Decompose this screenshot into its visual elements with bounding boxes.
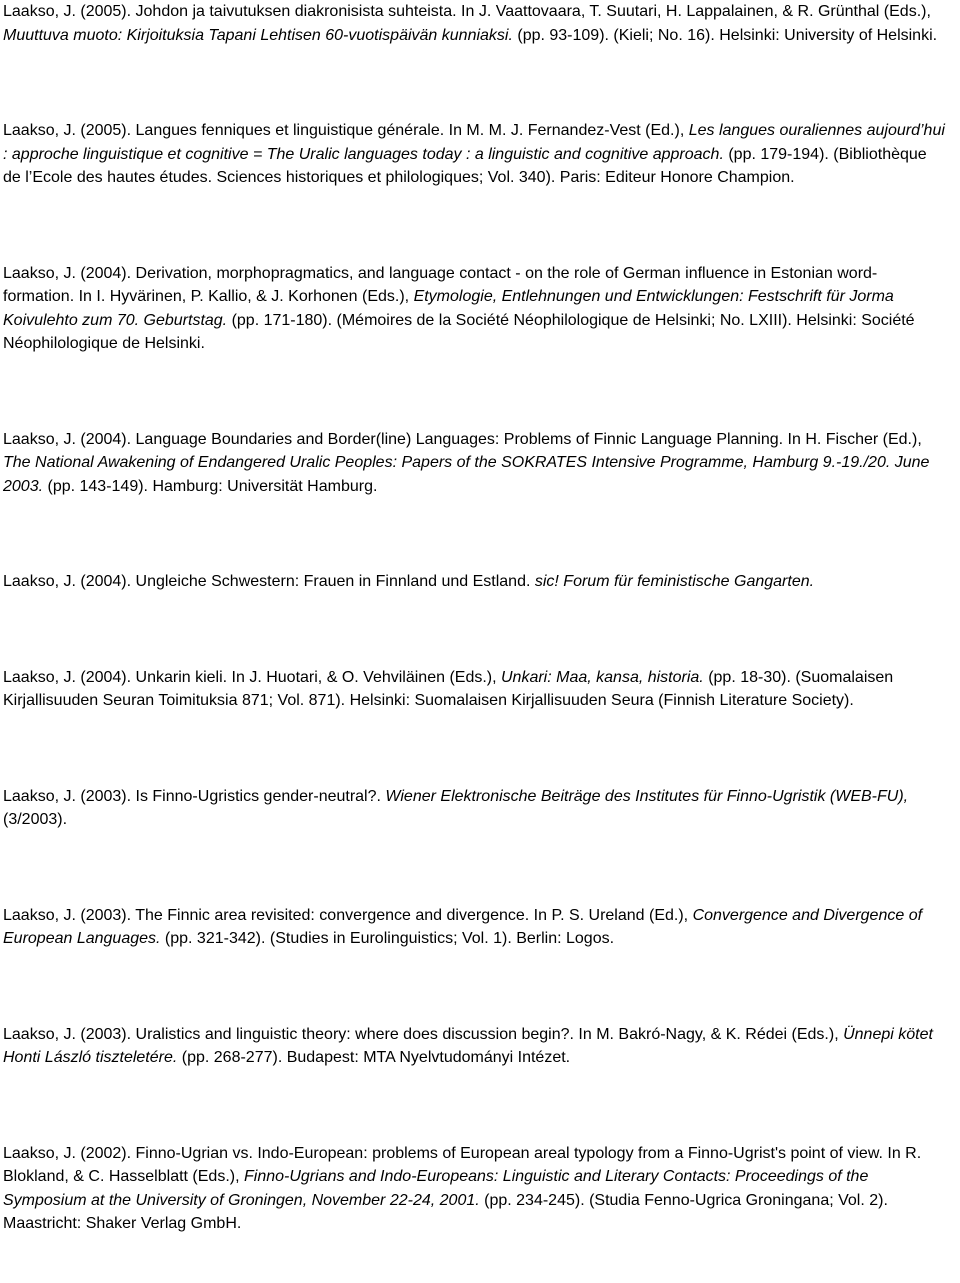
publication-entry xyxy=(3,1023,948,1070)
entry-title: Etymologie, Entlehnungen und Entwicklungen: Festschrift für Jorma Koivulehto zum 70. Geburtstag. xyxy=(3,288,894,329)
entry-text: (pp. 18-30). (Suomalaisen Kirjallisuuden Seuran Toimituksia 871; Vol. 871). Helsinki: Suomalaisen Kirjallisuuden Seura (Finnish Literature Society). xyxy=(3,668,894,709)
publication-entry xyxy=(3,262,948,356)
entry-text: (pp. 268-277). Budapest: MTA Nyelvtudományi Intézet. xyxy=(177,1049,571,1066)
entry-text: (pp. 179-194). (Bibliothèque de l’Ecole des hautes études. Sciences historiques et philologiques; Vol. 340). Paris: Editeur Honore Champion. xyxy=(3,145,927,186)
entry-text: Laakso, J. (2005). Langues fenniques et linguistique générale. In M. M. J. Fernandez-Vest (Ed.), xyxy=(3,122,689,139)
entry-text: Laakso, J. (2005). Johdon ja taivutuksen diakronisista suhteista. In J. Vaattovaara, T. Suutari, H. Lappalainen, & R. Grünthal (Eds.), xyxy=(3,3,931,20)
entry-text: (pp. 234-245). (Studia Fenno-Ugrica Groningana; Vol. 2). Maastricht: Shaker Verlag GmbH. xyxy=(3,1191,888,1232)
entry-title: Convergence and Divergence of European Languages. xyxy=(3,906,923,947)
entry-text: Laakso, J. (2002). Finno-Ugrian vs. Indo-European: problems of European areal typology from a Finno-Ugrist's point of view. In R. Blokland, & C. Hasselblatt (Eds.), xyxy=(3,1144,922,1185)
entry-text: Laakso, J. (2003). The Finnic area revisited: convergence and divergence. In P. S. Ureland (Ed.), xyxy=(3,906,693,924)
entry-title: Finno-Ugrians and Indo-Europeans: Linguistic and Literary Contacts: Proceedings of the Symposium at the University of Groningen, November 22-24, 2001. xyxy=(3,1168,869,1209)
entry-text: (pp. 171-180). (Mémoires de la Société Néophilologique de Helsinki; No. LXIII). Helsinki: Société Néophilologique de Helsinki. xyxy=(3,311,915,352)
entry-text: Laakso, J. (2004). Language Boundaries and Border(line) Languages: Problems of Finnic Language Planning. In H. Fischer (Ed.), xyxy=(3,430,922,448)
entry-text: Laakso, J. (2003). Is Finno-Ugristics gender-neutral?. xyxy=(3,787,386,805)
entry-text: (pp. 143-149). Hamburg: Universität Hamburg. xyxy=(43,477,378,495)
entry-title: The National Awakening of Endangered Uralic Peoples: Papers of the SOKRATES Intensive Programme, Hamburg 9.-19./20. June 2003. xyxy=(3,454,930,495)
entry-title: Muuttuva muoto: Kirjoituksia Tapani Lehtisen 60-vuotispäivän kunniaksi. xyxy=(3,26,513,44)
entry-title: Ünnepi kötet Honti László tiszteletére. xyxy=(3,1025,933,1066)
entry-title: Les langues ouraliennes aujourd’hui : approche linguistique et cognitive = The Uralic languages today : a linguistic and cognitive approach. xyxy=(3,122,945,163)
publication-entry xyxy=(3,428,948,499)
entry-text: Laakso, J. (2004). Derivation, morphopragmatics, and language contact - on the role of German influence in Estonian word-formation. In I. Hyvärinen, P. Kallio, & J. Korhonen (Eds.), xyxy=(3,264,878,305)
entry-text: Laakso, J. (2003). Uralistics and linguistic theory: where does discussion begin?. In M. Bakró-Nagy, & K. Rédei (Eds.), xyxy=(3,1025,844,1043)
publication-list xyxy=(3,0,948,1236)
publication-entry xyxy=(3,1142,948,1236)
publication-entry xyxy=(3,785,948,832)
publication-entry xyxy=(3,0,948,47)
entry-text: (3/2003). xyxy=(3,811,68,828)
publication-entry xyxy=(3,904,948,951)
publication-entry xyxy=(3,119,948,190)
entry-title: Wiener Elektronische Beiträge des Institutes für Finno-Ugristik (WEB-FU), xyxy=(385,787,909,805)
entry-text: Laakso, J. (2004). Ungleiche Schwestern: Frauen in Finnland und Estland. xyxy=(3,573,535,590)
entry-text: Laakso, J. (2004). Unkarin kieli. In J. Huotari, & O. Vehviläinen (Eds.), xyxy=(3,668,501,686)
entry-text: (pp. 93-109). (Kieli; No. 16). Helsinki: University of Helsinki. xyxy=(512,26,938,44)
entry-text: (pp. 321-342). (Studies in Eurolinguistics; Vol. 1). Berlin: Logos. xyxy=(160,930,615,947)
publication-entry xyxy=(3,570,948,594)
publication-entry xyxy=(3,666,948,713)
entry-title: sic! Forum für feministische Gangarten. xyxy=(534,573,815,590)
entry-title: Unkari: Maa, kansa, historia. xyxy=(501,668,704,686)
